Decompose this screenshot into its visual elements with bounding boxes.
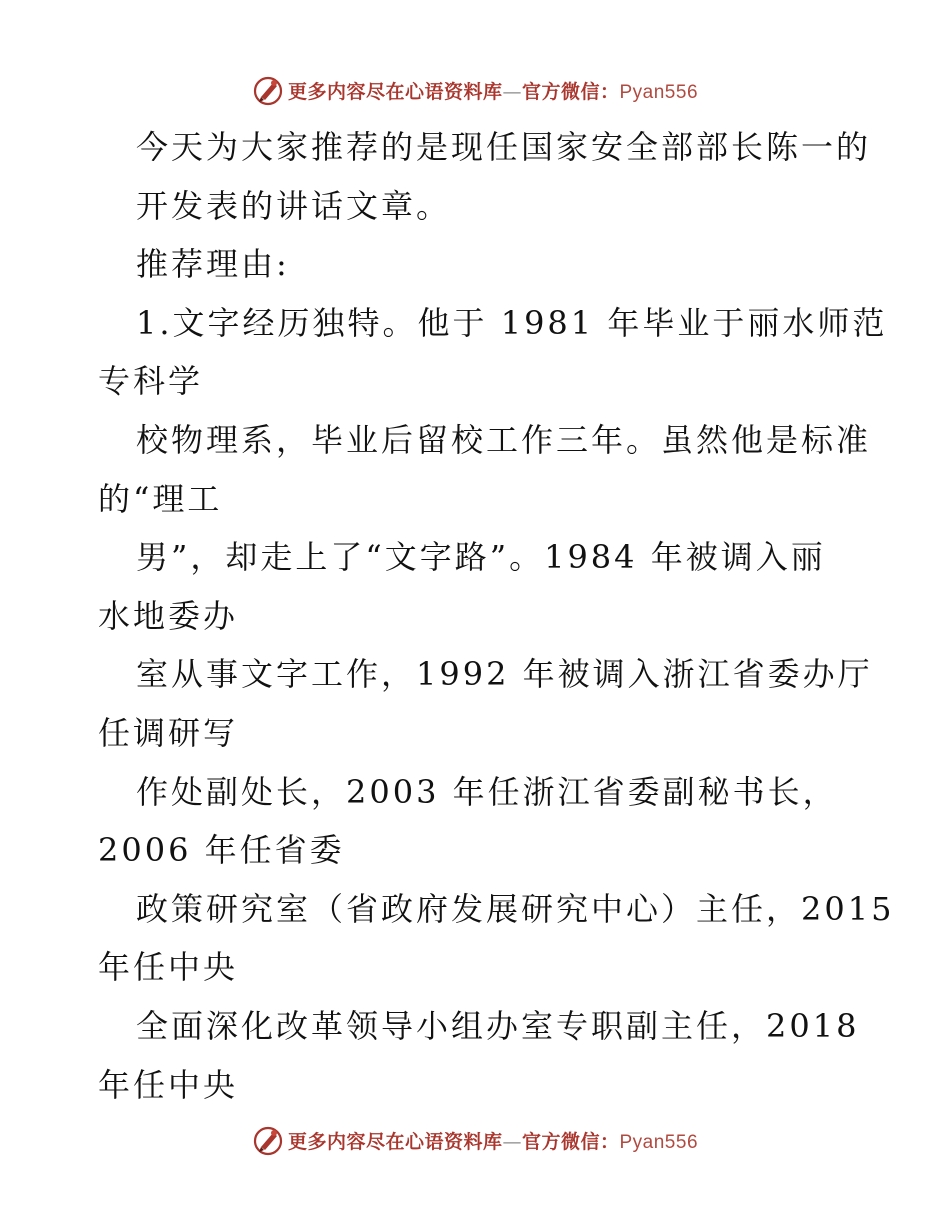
body-line: 今天为大家推荐的是现任国家安全部部长陈一的 [136,128,872,166]
header-banner [0,70,950,110]
body-line: 年任中央 [98,948,239,987]
footer-banner [0,1120,950,1160]
banner-site-text: 更多内容尽在心语资料库 [287,80,503,103]
banner-wechat-id: Pyan556 [619,1131,699,1153]
body-line: 全面深化改革领导小组办室专职副主任，2018 [136,1006,860,1045]
body-line: 校物理系，毕业后留校工作三年。虽然他是标准 [136,420,872,459]
pen-logo-icon [252,1124,284,1156]
body-line: 年任中央 [98,1065,239,1104]
banner-separator: — [502,80,522,103]
body-line: 室从事文字工作，1992 年被调入浙江省委办厅 [136,655,873,694]
banner-site-text: 更多内容尽在心语资料库 [287,1130,503,1153]
banner-wechat-label: 官方微信： [521,1130,620,1153]
body-line: 专科学 [98,362,204,401]
body-line: 开发表的讲话文章。 [136,186,452,225]
pen-logo-icon [252,74,284,106]
body-line: 水地委办 [98,596,239,635]
body-line: 推荐理由: [136,245,290,284]
banner-separator: — [502,1130,522,1153]
body-line: 男”，却走上了“文字路”。1984 年被调入丽 [136,538,826,577]
body-line: 的“理工 [98,479,223,518]
body-line: 作处副处长，2003 年任浙江省委副秘书长， [136,772,838,811]
body-line: 1.文字经历独特。他于 1981 年毕业于丽水师范 [136,303,888,342]
body-line: 政策研究室（省政府发展研究中心）主任，2015 [136,889,895,928]
banner-wechat-label: 官方微信： [521,80,620,103]
body-line: 2006 年任省委 [98,831,345,870]
banner-wechat-id: Pyan556 [619,81,699,103]
document-body [98,118,895,1114]
body-line: 任调研写 [98,713,239,752]
